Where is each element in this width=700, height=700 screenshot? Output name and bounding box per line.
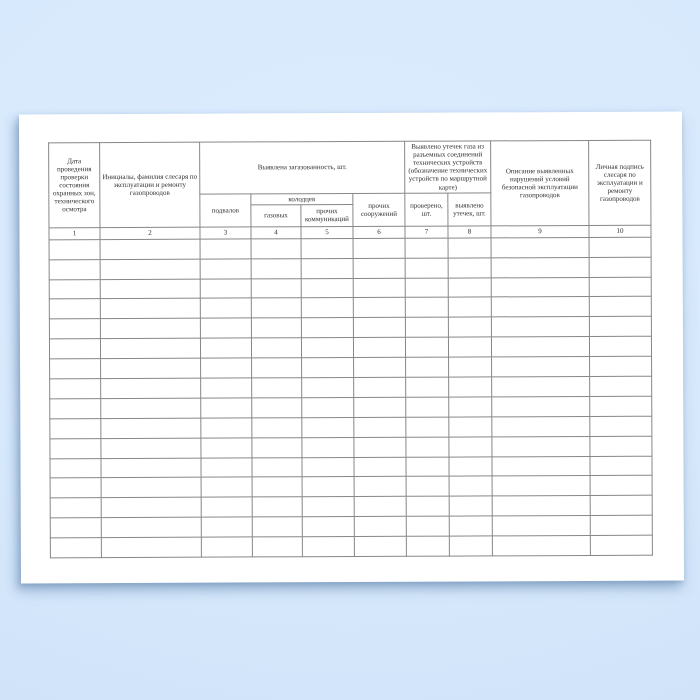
table-cell [405, 298, 448, 318]
table-cell [252, 437, 302, 457]
table-cell [589, 297, 651, 317]
table-cell [590, 436, 652, 456]
header-wells-other-communications: прочих коммуникаций [301, 204, 353, 226]
table-cell [406, 457, 449, 477]
table-cell [301, 318, 353, 338]
table-cell [405, 317, 448, 337]
table-cell [252, 517, 302, 537]
table-cell [100, 259, 200, 279]
table-cell [405, 258, 448, 278]
header-wells-gas: газовых [251, 204, 301, 226]
table-cell [354, 536, 406, 556]
table-cell [406, 337, 449, 357]
table-cell [590, 356, 652, 376]
inspection-log-table [48, 140, 653, 559]
table-cell [590, 476, 652, 496]
table-row [50, 476, 652, 499]
table-cell [354, 497, 406, 517]
table-cell [492, 396, 590, 416]
table-cell [100, 338, 200, 358]
table-cell [100, 279, 200, 299]
header-leaks-checked: проверено, шт. [405, 193, 448, 226]
table-row [49, 317, 651, 340]
table-cell [491, 317, 589, 337]
table-cell [252, 537, 302, 557]
table-cell [491, 237, 589, 257]
table-cell [201, 358, 252, 378]
table-cell [590, 496, 652, 516]
table-cell [49, 319, 100, 339]
table-cell [100, 318, 200, 338]
table-cell [354, 457, 406, 477]
table-cell [589, 277, 651, 297]
table-cell [301, 298, 353, 318]
table-cell [302, 417, 354, 437]
table-cell [589, 257, 651, 277]
table-cell [200, 298, 251, 318]
table-row [50, 436, 652, 459]
table-cell [405, 238, 448, 258]
table-cell [353, 337, 405, 357]
table-cell [492, 476, 590, 496]
table-cell [449, 456, 492, 476]
header-fitter: Инициалы, фамилия слесаря по эксплуатации и ремонту газопроводов [100, 142, 200, 227]
table-cell [100, 299, 200, 319]
table-cell [590, 336, 652, 356]
table-cell [251, 298, 301, 318]
table-cell [406, 437, 449, 457]
table-cell [353, 258, 405, 278]
table-cell [50, 498, 101, 518]
table-cell [492, 416, 590, 436]
header-row-groups [49, 140, 651, 194]
table-cell [251, 278, 301, 298]
table-row [50, 376, 652, 399]
table-cell [101, 478, 201, 498]
table-cell [448, 277, 491, 297]
table-row [49, 277, 651, 300]
table-cell [301, 238, 353, 258]
table-cell [101, 398, 201, 418]
table-cell [49, 279, 100, 299]
table-cell [406, 397, 449, 417]
table-cell [405, 278, 448, 298]
table-cell [354, 437, 406, 457]
header-leaks-found: выявлено утечек, шт. [448, 193, 491, 226]
table-cell [354, 477, 406, 497]
table-row [50, 356, 652, 379]
table-row [50, 535, 652, 558]
table-cell [448, 238, 491, 258]
table-cell [200, 278, 251, 298]
table-cell [101, 438, 201, 458]
table-cell [252, 358, 302, 378]
table-cell [251, 318, 301, 338]
table-cell [49, 239, 100, 259]
table-cell [50, 359, 101, 379]
table-cell [491, 257, 589, 277]
table-cell [590, 396, 652, 416]
table-cell [201, 457, 252, 477]
table-cell [491, 277, 589, 297]
table-cell [448, 258, 491, 278]
table-cell [449, 357, 492, 377]
table-cell [492, 456, 590, 476]
header-basements: подвалов [200, 194, 251, 227]
table-cell [449, 516, 492, 536]
table-row [50, 456, 652, 479]
table-cell [252, 417, 302, 437]
table-cell [302, 477, 354, 497]
header-signature: Личная подпись слесаря по эксплуатации и ремонту газопроводов [589, 140, 651, 225]
table-cell [354, 397, 406, 417]
table-cell [492, 357, 590, 377]
table-row [49, 297, 651, 320]
table-row [50, 496, 652, 519]
table-cell [252, 398, 302, 418]
column-number: 9 [491, 225, 589, 237]
table-row [49, 336, 651, 359]
table-cell [354, 357, 406, 377]
table-cell [449, 437, 492, 457]
table-cell [590, 416, 652, 436]
table-cell [101, 378, 201, 398]
table-cell [252, 457, 302, 477]
table-cell [50, 418, 101, 438]
table-cell [449, 536, 492, 556]
table-cell [449, 337, 492, 357]
table-cell [449, 476, 492, 496]
table-cell [201, 398, 252, 418]
table-cell [101, 537, 201, 557]
table-cell [406, 477, 449, 497]
table-cell [589, 237, 651, 257]
table-cell [492, 436, 590, 456]
table-cell [252, 477, 302, 497]
table-cell [406, 417, 449, 437]
table-cell [101, 358, 201, 378]
table-cell [302, 537, 354, 557]
table-cell [449, 377, 492, 397]
table-cell [252, 497, 302, 517]
table-row [50, 396, 652, 419]
table-cell [590, 515, 652, 535]
table-cell [353, 318, 405, 338]
header-wells-group: колодцев [251, 193, 353, 205]
table-cell [49, 259, 100, 279]
table-cell [302, 377, 354, 397]
table-cell [449, 417, 492, 437]
table-cell [201, 438, 252, 458]
table-cell [302, 497, 354, 517]
table-cell [49, 299, 100, 319]
table-row [50, 515, 652, 538]
table-cell [590, 535, 652, 555]
header-violations: Описание выявленных нарушений условий безопасной эксплуатации газопроводов [491, 140, 589, 225]
table-cell [590, 456, 652, 476]
table-cell [200, 318, 251, 338]
table-cell [406, 377, 449, 397]
table-cell [50, 398, 101, 418]
table-cell [302, 358, 354, 378]
table-cell [50, 438, 101, 458]
table-cell [50, 379, 101, 399]
header-date: Дата проведения проверки состояния охранных зон, технического осмотра [49, 143, 100, 228]
table-header [49, 140, 651, 239]
table-cell [302, 457, 354, 477]
table-cell [50, 518, 101, 538]
column-number: 1 [49, 227, 100, 239]
table-cell [101, 517, 201, 537]
table-cell [491, 297, 589, 317]
table-cell [200, 239, 251, 259]
column-number: 4 [251, 226, 301, 238]
table-cell [301, 338, 353, 358]
table-cell [101, 458, 201, 478]
column-number: 6 [353, 226, 405, 238]
table-body [49, 237, 652, 558]
header-other-structures: прочих сооружений [353, 193, 405, 226]
table-cell [449, 397, 492, 417]
table-cell [252, 378, 302, 398]
table-cell [200, 338, 251, 358]
table-cell [201, 497, 252, 517]
column-number: 7 [405, 226, 448, 238]
table-cell [251, 338, 301, 358]
table-cell [449, 496, 492, 516]
column-number: 5 [301, 226, 353, 238]
table-cell [302, 397, 354, 417]
table-cell [50, 458, 101, 478]
table-cell [50, 478, 101, 498]
table-cell [590, 376, 652, 396]
table-cell [492, 536, 590, 556]
header-gas-contamination-group: Выявлена загазованность, шт. [200, 141, 405, 194]
column-number: 8 [448, 226, 491, 238]
table-cell [301, 258, 353, 278]
table-cell [201, 517, 252, 537]
table-row [49, 237, 651, 260]
table-cell [201, 418, 252, 438]
table-cell [302, 437, 354, 457]
table-cell [353, 298, 405, 318]
table-cell [354, 377, 406, 397]
table-cell [50, 538, 101, 558]
column-number: 10 [589, 225, 651, 237]
table-cell [589, 317, 651, 337]
table-cell [354, 417, 406, 437]
table-cell [301, 278, 353, 298]
table-cell [101, 418, 201, 438]
column-number: 2 [100, 227, 200, 239]
table-cell [200, 259, 251, 279]
table-cell [201, 537, 252, 557]
table-cell [492, 337, 590, 357]
table-cell [492, 376, 590, 396]
table-cell [49, 339, 100, 359]
table-cell [406, 496, 449, 516]
table-row [50, 416, 652, 439]
table-cell [353, 238, 405, 258]
table-cell [251, 258, 301, 278]
header-leaks-group: Выявлено утечек газа из разъемных соединений технических устройств (обозначение технических устройств по маршрутной карте) [405, 141, 491, 193]
table-row [49, 257, 651, 280]
table-cell [251, 238, 301, 258]
table-cell [302, 517, 354, 537]
table-cell [406, 357, 449, 377]
table-cell [448, 297, 491, 317]
table-cell [354, 516, 406, 536]
table-cell [492, 516, 590, 536]
table-cell [101, 498, 201, 518]
table-cell [353, 278, 405, 298]
table-cell [406, 516, 449, 536]
table-cell [201, 378, 252, 398]
form-page [19, 112, 684, 584]
table-cell [448, 317, 491, 337]
table-cell [201, 477, 252, 497]
table-cell [406, 536, 449, 556]
table-cell [492, 496, 590, 516]
table-cell [100, 239, 200, 259]
column-number: 3 [200, 227, 251, 239]
